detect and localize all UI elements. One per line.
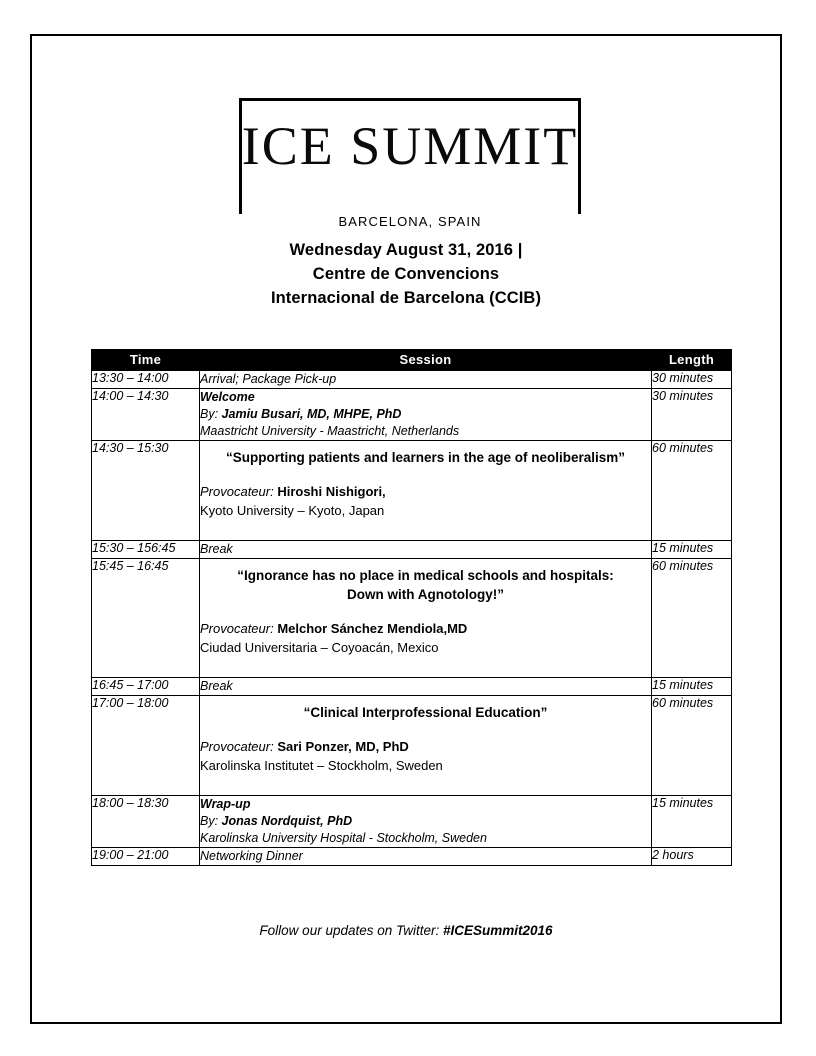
cell-length: 60 minutes (652, 696, 732, 796)
ice-summit-logo (239, 98, 581, 229)
session-line: Break (200, 679, 233, 693)
table-row (92, 678, 732, 696)
session-spacer (200, 604, 651, 619)
session-spacer (200, 657, 651, 677)
cell-length: 15 minutes (652, 678, 732, 696)
cell-time: 18:00 – 18:30 (92, 796, 200, 848)
cell-time: 13:30 – 14:00 (92, 371, 200, 389)
cell-session (200, 441, 652, 541)
table-row (92, 541, 732, 559)
session-spacer (200, 467, 651, 482)
session-line (200, 737, 651, 756)
cell-session (200, 541, 652, 559)
session-line-text: Melchor Sánchez Mendiola,MD (277, 621, 468, 636)
cell-session (200, 389, 652, 441)
session-line (200, 482, 651, 501)
twitter-footer-text: Follow our updates on Twitter: (259, 923, 444, 938)
cell-length: 60 minutes (652, 559, 732, 678)
cell-session (200, 796, 652, 848)
cell-time: 17:00 – 18:00 (92, 696, 200, 796)
page-content (32, 36, 780, 1022)
event-subtitle-line-3: Internacional de Barcelona (CCIB) (270, 289, 542, 307)
session-line-text: Jamiu Busari, MD, MHPE, PhD (221, 407, 402, 421)
session-line: “Ignorance has no place in medical schools and hospitals: (237, 568, 614, 583)
table-row (92, 441, 732, 541)
table-row (92, 848, 732, 866)
event-subtitle (32, 238, 780, 310)
session-line: Arrival; Package Pick-up (200, 372, 337, 386)
session-line: “Clinical Interprofessional Education” (303, 705, 548, 720)
session-line (200, 619, 651, 638)
cell-length: 30 minutes (652, 389, 732, 441)
cell-time: 14:30 – 15:30 (92, 441, 200, 541)
session-line: Down with Agnotology!” (347, 587, 504, 602)
table-row (92, 371, 732, 389)
session-line: Wrap-up (200, 797, 251, 811)
cell-time: 14:00 – 14:30 (92, 389, 200, 441)
page-border (30, 34, 782, 1024)
session-spacer (200, 722, 651, 737)
cell-session (200, 371, 652, 389)
logo-city-label (239, 214, 581, 229)
cell-time: 16:45 – 17:00 (92, 678, 200, 696)
session-line: Kyoto University – Kyoto, Japan (200, 503, 385, 518)
table-row (92, 796, 732, 848)
cell-length: 2 hours (652, 848, 732, 866)
cell-length: 15 minutes (652, 541, 732, 559)
session-line-text: Sari Ponzer, MD, PhD (277, 739, 409, 754)
schedule-table (91, 349, 732, 866)
table-header-row (92, 350, 732, 371)
cell-session (200, 696, 652, 796)
schedule-table-body (92, 371, 732, 866)
table-row (92, 696, 732, 796)
event-subtitle-line-1: Wednesday August 31, 2016 | (289, 241, 523, 259)
cell-length: 30 minutes (652, 371, 732, 389)
session-line-text: Jonas Nordquist, PhD (221, 814, 353, 828)
session-spacer (200, 520, 651, 540)
cell-time: 15:45 – 16:45 (92, 559, 200, 678)
session-line: Karolinska University Hospital - Stockholm, Sweden (200, 831, 487, 845)
twitter-hashtag: #ICESummit2016 (443, 923, 553, 938)
logo-city-text: BARCELONA, SPAIN (328, 214, 491, 229)
session-line: Maastricht University - Maastricht, Netherlands (200, 424, 460, 438)
twitter-footer (32, 923, 780, 938)
table-row (92, 559, 732, 678)
session-line: Break (200, 542, 233, 556)
cell-session (200, 848, 652, 866)
session-line: Ciudad Universitaria – Coyoacán, Mexico (200, 640, 439, 655)
cell-session (200, 678, 652, 696)
logo-title: ICE SUMMIT (241, 116, 579, 176)
cell-time: 19:00 – 21:00 (92, 848, 200, 866)
cell-time: 15:30 – 156:45 (92, 541, 200, 559)
session-line (200, 813, 651, 830)
column-header-time: Time (92, 350, 200, 371)
schedule-table-head (92, 350, 732, 371)
cell-length: 15 minutes (652, 796, 732, 848)
session-line-prefix: By: (200, 407, 222, 421)
column-header-length: Length (652, 350, 732, 371)
session-line-prefix: Provocateur: (200, 621, 278, 636)
session-line-text: Hiroshi Nishigori, (277, 484, 386, 499)
session-line: Networking Dinner (200, 849, 303, 863)
event-subtitle-line-2: Centre de Convencions (312, 265, 500, 283)
cell-session (200, 559, 652, 678)
table-row (92, 389, 732, 441)
session-line: “Supporting patients and learners in the age of neoliberalism” (225, 450, 626, 465)
session-spacer (200, 775, 651, 795)
session-line-prefix: Provocateur: (200, 739, 278, 754)
column-header-session: Session (200, 350, 652, 371)
session-line: Welcome (200, 390, 255, 404)
session-line-prefix: Provocateur: (200, 484, 278, 499)
session-line-prefix: By: (200, 814, 222, 828)
session-line: Karolinska Institutet – Stockholm, Sweden (200, 758, 443, 773)
cell-length: 60 minutes (652, 441, 732, 541)
session-line (200, 406, 651, 423)
